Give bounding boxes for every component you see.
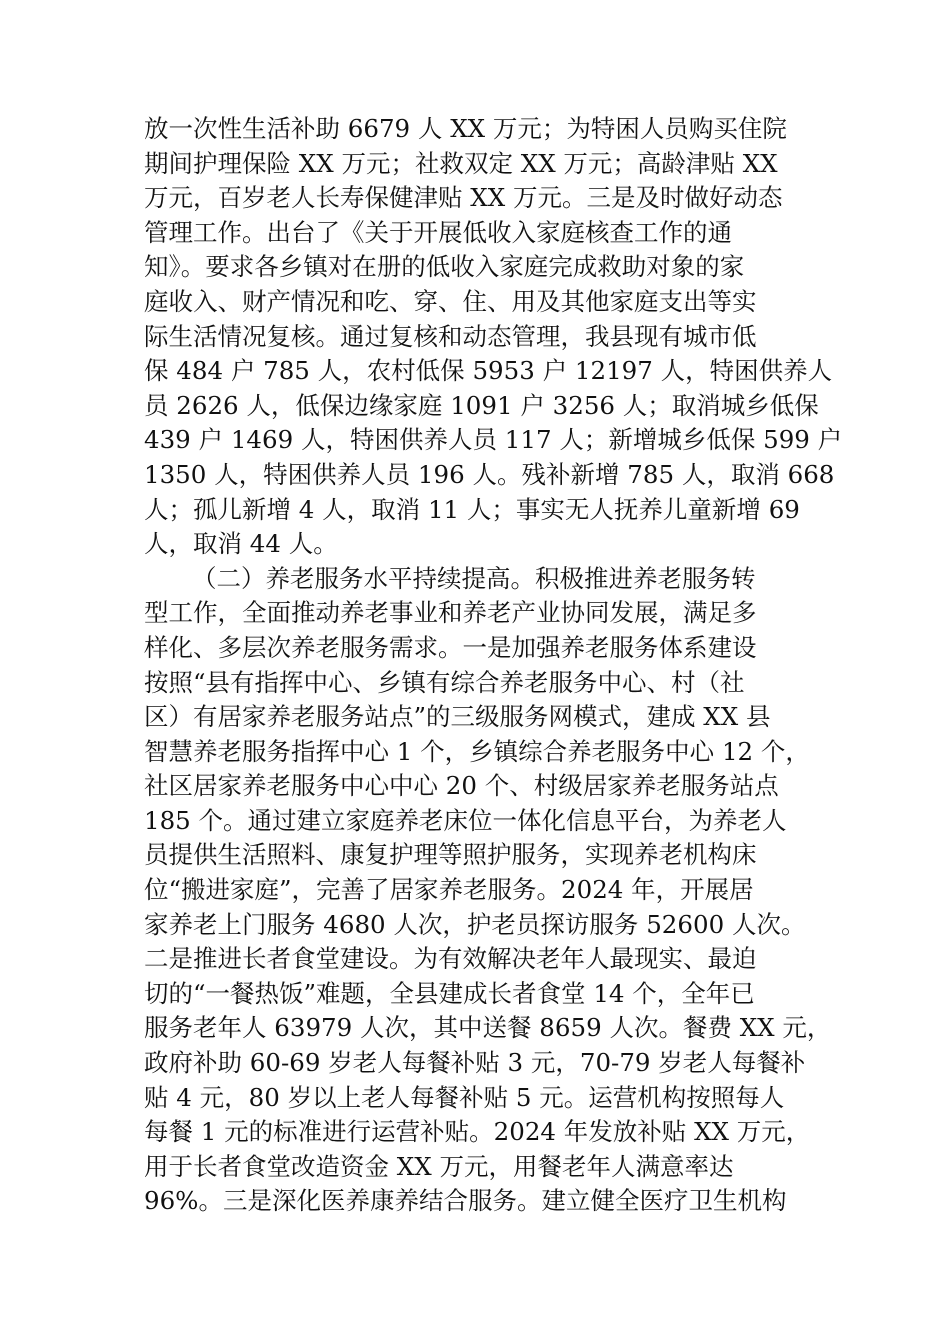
text-line-19: 智慧养老服务指挥中心 1 个，乡镇综合养老服务中心 12 个， <box>144 736 810 766</box>
text-line-22: 员提供生活照料、康复护理等照护服务，实现养老机构床 <box>144 840 757 870</box>
text-line-13: 人，取消 44 人。 <box>144 529 338 559</box>
text-line-17: 按照“县有指挥中心、乡镇有综合养老服务中心、村（社 <box>144 667 745 697</box>
text-line-4: 管理工作。出台了《关于开展低收入家庭核查工作的通 <box>144 217 732 247</box>
text-line-8: 保 484 户 785 人，农村低保 5953 户 12197 人，特困供养人 <box>144 356 833 386</box>
text-line-15: 型工作，全面推动养老事业和养老产业协同发展，满足多 <box>144 598 757 628</box>
text-line-30: 每餐 1 元的标准进行运营补贴。2024 年发放补贴 XX 万元， <box>144 1117 811 1147</box>
text-line-12: 人；孤儿新增 4 人，取消 11 人；事实无人抚养儿童新增 69 <box>144 494 800 524</box>
text-line-21: 185 个。通过建立家庭养老床位一体化信息平台，为养老人 <box>144 805 787 835</box>
section-heading-line: （二）养老服务水平持续提高。积极推进养老服务转 <box>192 563 756 593</box>
text-line-9: 员 2626 人，低保边缘家庭 1091 户 3256 人；取消城乡低保 <box>144 390 819 420</box>
text-line-29: 贴 4 元，80 岁以上老人每餐补贴 5 元。运营机构按照每人 <box>144 1082 785 1112</box>
text-line-16: 样化、多层次养老服务需求。一是加强养老服务体系建设 <box>144 632 757 662</box>
text-line-23: 位“搬进家庭”，完善了居家养老服务。2024 年，开展居 <box>144 875 754 905</box>
text-line-28: 政府补助 60-69 岁老人每餐补贴 3 元，70-79 岁老人每餐补 <box>144 1048 806 1078</box>
text-line-1: 放一次性生活补助 6679 人 XX 万元；为特困人员购买住院 <box>144 114 787 143</box>
text-line-7: 际生活情况复核。通过复核和动态管理，我县现有城市低 <box>144 321 757 351</box>
text-line-2: 期间护理保险 XX 万元；社救双定 XX 万元；高龄津贴 XX <box>144 148 778 178</box>
text-line-26: 切的“一餐热饭”难题，全县建成长者食堂 14 个，全年已 <box>144 978 755 1008</box>
text-line-25: 二是推进长者食堂建设。为有效解决老年人最现实、最迫 <box>144 944 757 974</box>
text-line-3: 万元，百岁老人长寿保健津贴 XX 万元。三是及时做好动态 <box>144 183 783 213</box>
text-line-20: 社区居家养老服务中心中心 20 个、村级居家养老服务站点 <box>144 771 779 801</box>
text-line-5: 知》。要求各乡镇对在册的低收入家庭完成救助对象的家 <box>144 252 745 282</box>
text-line-24: 家养老上门服务 4680 人次，护老员探访服务 52600 人次。 <box>144 909 806 939</box>
body-text <box>144 112 844 1219</box>
text-line-27: 服务老年人 63979 人次，其中送餐 8659 人次。餐费 XX 元， <box>144 1013 832 1043</box>
text-line-32: 96%。三是深化医养康养结合服务。建立健全医疗卫生机构 <box>144 1186 787 1216</box>
text-line-10: 439 户 1469 人，特困供养人员 117 人；新增城乡低保 599 户 <box>144 425 843 455</box>
text-line-18: 区）有居家养老服务站点”的三级服务网模式，建成 XX 县 <box>144 702 771 732</box>
text-line-11: 1350 人，特困供养人员 196 人。残补新增 785 人，取消 668 <box>144 459 835 489</box>
text-line-31: 用于长者食堂改造资金 XX 万元，用餐老年人满意率达 <box>144 1151 734 1181</box>
text-line-6: 庭收入、财产情况和吃、穿、住、用及其他家庭支出等实 <box>144 286 757 316</box>
